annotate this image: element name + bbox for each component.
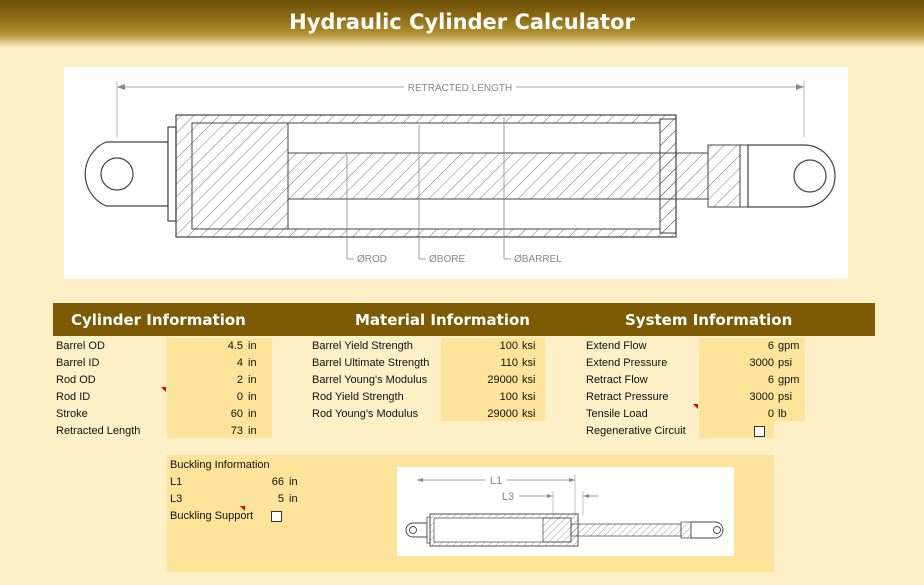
piston [192,123,288,229]
extend-pressure-unit: psi [778,357,793,369]
diagram-l3-label: L3 [501,491,515,503]
barrel-od-input[interactable]: 4.5 [227,340,243,352]
system-section-title: System Information [625,311,793,329]
mini-rod [571,524,681,536]
buckling-diagram-svg [397,467,734,556]
cylinder-diagram-svg [64,67,848,279]
section-header-bar [53,303,875,336]
regenerative-circuit-label: Regenerative Circuit [586,425,686,437]
rod-id-label: Rod ID [56,391,91,403]
rod-modulus-input[interactable]: 29000 [487,408,518,420]
arrow-left-icon [117,84,125,90]
retract-flow-unit: gpm [778,374,800,386]
retract-flow-input[interactable]: 6 [767,374,774,386]
mini-left-pin [410,527,417,534]
barrel-diameter-label: ØBARREL [514,254,562,265]
buckling-support-label: Buckling Support [170,510,254,522]
rod-od-input[interactable]: 2 [236,374,243,386]
material-section-title: Material Information [355,311,530,329]
title-bar [0,0,924,48]
tensile-load-input[interactable]: 0 [767,408,774,420]
rod-od-unit: in [248,374,257,386]
barrel-id-unit: in [248,357,257,369]
arrow-left-icon [417,478,423,482]
bore-diameter-label: ØBORE [429,254,466,265]
buckling-title: Buckling Information [170,459,270,471]
extend-flow-unit: gpm [778,340,800,352]
l3-label: L3 [170,493,183,505]
retracted-length-unit: in [248,425,257,437]
rod-end-collar [740,145,748,207]
barrel-modulus-input[interactable]: 29000 [487,374,518,386]
barrel-ultimate-unit: ksi [522,357,536,369]
retracted-length-field-label: Retracted Length [56,425,141,437]
stroke-unit: in [248,408,257,420]
cylinder-input-cells [167,338,272,438]
retracted-length-label: RETRACTED LENGTH [407,83,513,94]
barrel-yield-unit: ksi [522,340,536,352]
tensile-load-label: Tensile Load [586,408,648,420]
comment-indicator-icon[interactable] [240,506,245,511]
rod-od-label: Rod OD [56,374,96,386]
l1-input[interactable]: 66 [271,476,284,488]
barrel-yield-label: Barrel Yield Strength [312,340,413,352]
buckling-diagram [397,467,734,556]
rod-modulus-label: Rod Young's Modulus [312,408,419,420]
arrow-right-icon [547,494,553,498]
rod-id-input[interactable]: 0 [236,391,243,403]
barrel-od-unit: in [248,340,257,352]
right-pin-hole [794,160,826,192]
barrel-ultimate-input[interactable]: 110 [500,357,518,369]
l1-label: L1 [170,476,183,488]
regenerative-circuit-checkbox[interactable] [754,426,765,437]
buckling-support-checkbox[interactable] [271,511,282,522]
cylinder-diagram [64,67,848,279]
barrel-id-input[interactable]: 4 [236,357,243,369]
left-end-flange [168,127,176,221]
retract-pressure-input[interactable]: 3000 [749,391,774,403]
diagram-l1-label: L1 [489,475,503,487]
rod-id-unit: in [248,391,257,403]
extend-pressure-input[interactable]: 3000 [749,357,774,369]
arrow-right-icon [796,84,804,90]
retract-pressure-label: Retract Pressure [586,391,669,403]
cylinder-section-title: Cylinder Information [71,311,246,329]
rod [288,153,708,199]
l3-input[interactable]: 5 [277,493,284,505]
l1-unit: in [289,476,298,488]
left-pin-hole [101,158,133,190]
mini-left-flange [427,517,430,543]
barrel-id-label: Barrel ID [56,357,100,369]
stroke-label: Stroke [56,408,88,420]
retract-flow-label: Retract Flow [586,374,648,386]
barrel-modulus-unit: ksi [522,374,536,386]
mini-right-pin [714,527,721,534]
barrel-od-label: Barrel OD [56,340,105,352]
rod-yield-unit: ksi [522,391,536,403]
app-title: Hydraulic Cylinder Calculator [289,10,635,34]
l3-unit: in [289,493,298,505]
barrel-modulus-label: Barrel Young's Modulus [312,374,428,386]
rod-modulus-unit: ksi [522,408,536,420]
gland [660,119,676,233]
tensile-load-unit: lb [778,408,787,420]
stroke-input[interactable]: 60 [230,408,243,420]
rod-yield-input[interactable]: 100 [499,391,518,403]
retracted-length-input[interactable]: 73 [230,425,243,437]
rod-yield-label: Rod Yield Strength [312,391,404,403]
barrel-ultimate-label: Barrel Ultimate Strength [312,357,430,369]
rod-diameter-label: ØROD [357,254,387,265]
extend-flow-input[interactable]: 6 [767,340,774,352]
comment-indicator-icon[interactable] [161,387,166,392]
extend-flow-label: Extend Flow [586,340,647,352]
mini-rod-end [681,522,691,538]
rod-end [708,145,740,207]
barrel-yield-input[interactable]: 100 [499,340,518,352]
extend-pressure-label: Extend Pressure [586,357,668,369]
retract-pressure-unit: psi [778,391,793,403]
mini-piston [543,518,571,542]
comment-indicator-icon[interactable] [693,404,698,409]
arrow-right-icon [569,478,575,482]
